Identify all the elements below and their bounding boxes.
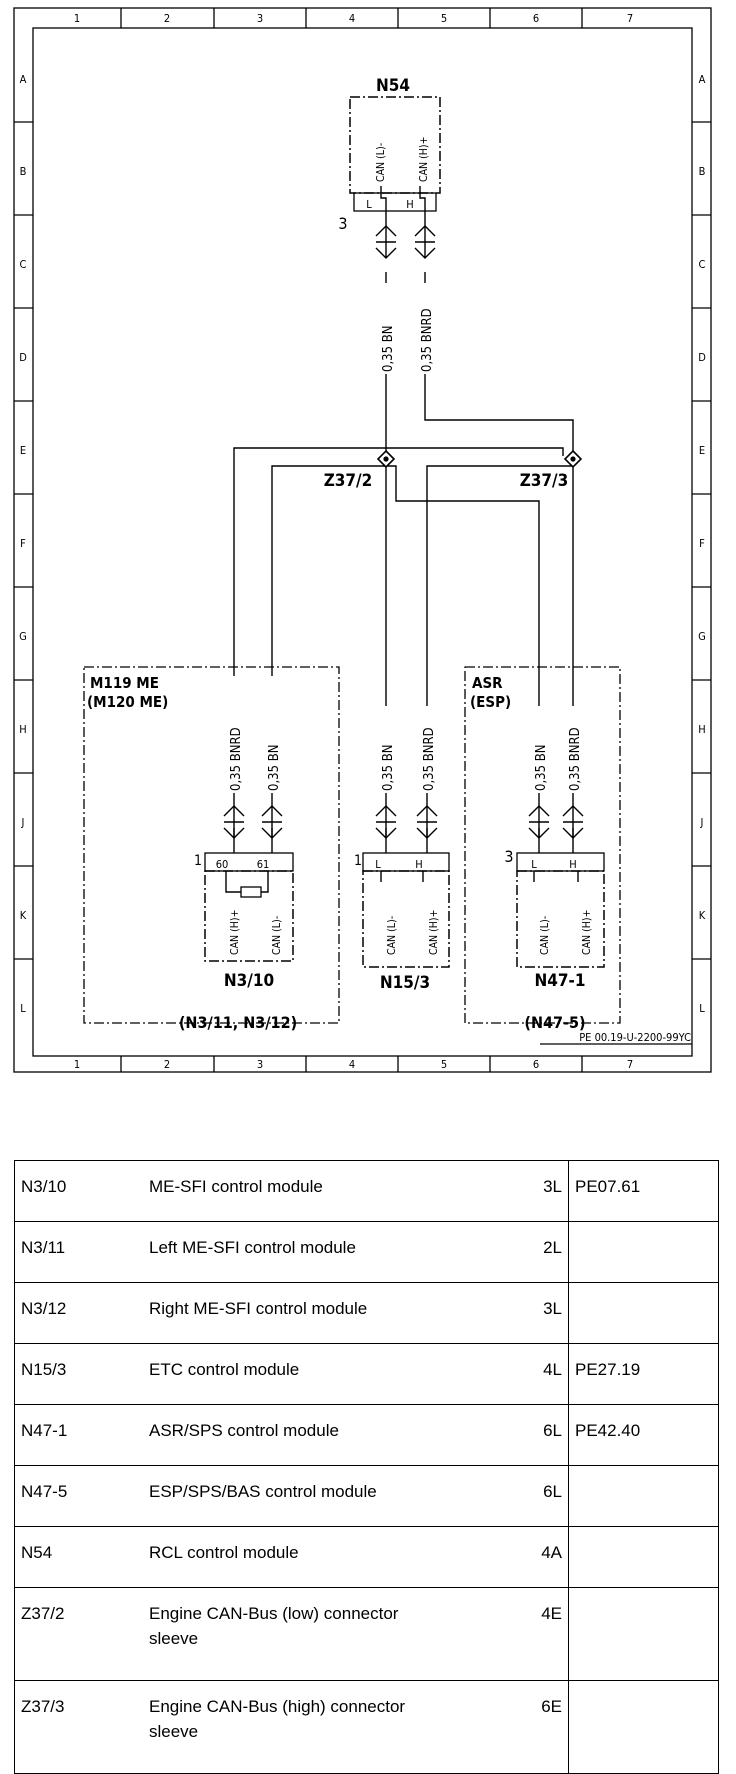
legend-grid-location: 3L xyxy=(529,1161,569,1222)
col-label-7-bottom: 7 xyxy=(626,1058,634,1071)
splice-nodes xyxy=(378,451,581,467)
legend-description: Left ME-SFI control module xyxy=(143,1222,529,1283)
legend-grid-location: 4A xyxy=(529,1527,569,1588)
row-label-e-right: E xyxy=(698,444,706,457)
wire-z37-2-to-me xyxy=(272,466,386,808)
wire-label-etc-low: 0,35 BN xyxy=(381,744,396,791)
legend-description: RCL control module xyxy=(143,1527,529,1588)
asr-title-line1: ASR xyxy=(472,674,503,692)
legend-row xyxy=(15,1405,719,1466)
legend-row xyxy=(15,1466,719,1527)
wire-label-me-60: 0,35 BNRD xyxy=(229,727,244,791)
legend-grid-location: 4L xyxy=(529,1344,569,1405)
etc-pin-l: L xyxy=(375,858,381,871)
row-label-l-left: L xyxy=(20,1002,26,1015)
me-pin-block-number: 1 xyxy=(193,853,203,869)
asr-module xyxy=(465,667,620,1032)
col-label-2-top: 2 xyxy=(163,12,171,25)
row-label-a-left: A xyxy=(19,73,27,86)
legend-grid-location: 6E xyxy=(529,1681,569,1774)
legend-code: N15/3 xyxy=(15,1344,144,1405)
wire-label-asr-high: 0,35 BNRD xyxy=(568,727,583,791)
component-legend-table xyxy=(14,1160,719,1774)
me-outer-housing xyxy=(84,667,339,1023)
termination-resistor xyxy=(241,887,261,897)
col-label-2-bottom: 2 xyxy=(163,1058,171,1071)
legend-grid-location: 3L xyxy=(529,1283,569,1344)
legend-description: ESP/SPS/BAS control module xyxy=(143,1466,529,1527)
col-label-3-bottom: 3 xyxy=(256,1058,264,1071)
etc-module xyxy=(354,853,449,993)
asr-pin-h: H xyxy=(569,858,577,871)
me-title-line1: M119 ME xyxy=(90,674,159,692)
legend-grid-location: 4E xyxy=(529,1588,569,1681)
etc-label-n15-3: N15/3 xyxy=(379,973,431,993)
legend-code: N3/11 xyxy=(15,1222,144,1283)
plug-me-61 xyxy=(262,806,282,838)
col-label-4-bottom: 4 xyxy=(348,1058,356,1071)
row-label-g-left: G xyxy=(19,630,27,643)
col-label-6-bottom: 6 xyxy=(532,1058,540,1071)
me-label-n3-11-12: (N3/11, N3/12) xyxy=(178,1013,298,1032)
legend-code: Z37/2 xyxy=(15,1588,144,1681)
me-label-n3-10: N3/10 xyxy=(223,971,275,991)
plug-etc-low xyxy=(376,806,396,838)
plug-n54-high xyxy=(415,226,435,258)
asr-pin-l: L xyxy=(531,858,537,871)
legend-grid-location: 6L xyxy=(529,1466,569,1527)
etc-signal-can-high: CAN (H)+ xyxy=(428,909,440,955)
asr-signal-can-high: CAN (H)+ xyxy=(581,909,593,955)
legend-description: ASR/SPS control module xyxy=(143,1405,529,1466)
col-label-4-top: 4 xyxy=(348,12,356,25)
legend-description: ETC control module xyxy=(143,1344,529,1405)
row-label-b-left: B xyxy=(19,165,27,178)
legend-reference: PE42.40 xyxy=(569,1405,719,1466)
row-label-f-right: F xyxy=(699,537,705,550)
etc-signal-can-low: CAN (L)- xyxy=(386,915,398,955)
connector-stubs xyxy=(226,828,578,882)
asr-outer-housing xyxy=(465,667,620,1023)
wire-label-me-61: 0,35 BN xyxy=(267,744,282,791)
legend-code: N47-1 xyxy=(15,1405,144,1466)
col-label-5-top: 5 xyxy=(440,12,448,25)
col-label-1-bottom: 1 xyxy=(73,1058,81,1071)
legend-code: Z37/3 xyxy=(15,1681,144,1774)
row-label-e-left: E xyxy=(19,444,27,457)
row-label-d-left: D xyxy=(19,351,27,364)
col-label-3-top: 3 xyxy=(256,12,264,25)
wire-label-asr-low: 0,35 BN xyxy=(534,744,549,791)
legend-row xyxy=(15,1283,719,1344)
plug-n54-low xyxy=(376,226,396,258)
asr-label-n47-1: N47-1 xyxy=(534,971,586,991)
wire-n54-high xyxy=(420,186,573,456)
row-label-c-right: C xyxy=(698,258,706,271)
legend-row xyxy=(15,1222,719,1283)
asr-connector xyxy=(517,853,604,871)
n54-pin-l: L xyxy=(366,198,372,211)
legend-description-line1: Engine CAN-Bus (low) connector xyxy=(149,1604,399,1623)
row-label-k-right: K xyxy=(698,909,706,922)
legend-code: N3/12 xyxy=(15,1283,144,1344)
legend-reference xyxy=(569,1681,719,1774)
legend-reference xyxy=(569,1466,719,1527)
legend-reference xyxy=(569,1527,719,1588)
legend-description-line2: sleeve xyxy=(149,1628,199,1648)
legend-description-line1: Engine CAN-Bus (high) connector xyxy=(149,1697,406,1716)
wire-z37-3-to-me xyxy=(234,448,563,808)
n54-pin-h: H xyxy=(406,198,414,211)
plug-asr-high xyxy=(563,806,583,838)
legend-reference: PE27.19 xyxy=(569,1344,719,1405)
row-label-j-right: J xyxy=(700,816,704,829)
legend-description: ME-SFI control module xyxy=(143,1161,529,1222)
row-label-f-left: F xyxy=(20,537,26,550)
column-grid-ticks xyxy=(121,8,582,1072)
row-label-a-right: A xyxy=(698,73,706,86)
row-label-b-right: B xyxy=(698,165,706,178)
row-label-j-left: J xyxy=(21,816,25,829)
legend-grid-location: 6L xyxy=(529,1405,569,1466)
col-label-5-bottom: 5 xyxy=(440,1058,448,1071)
plug-asr-low xyxy=(529,806,549,838)
splice-z37-2-label: Z37/2 xyxy=(323,471,373,491)
n54-pin-block-number: 3 xyxy=(338,214,348,233)
me-pin-60: 60 xyxy=(215,858,229,871)
wire-z37-2-to-asr xyxy=(386,466,539,808)
row-label-h-left: H xyxy=(19,723,27,736)
row-label-l-right: L xyxy=(699,1002,705,1015)
legend-reference xyxy=(569,1222,719,1283)
row-label-g-right: G xyxy=(698,630,706,643)
legend-description xyxy=(143,1681,529,1774)
legend-row xyxy=(15,1588,719,1681)
splice-z37-3-label: Z37/3 xyxy=(519,471,569,491)
legend-grid-location: 2L xyxy=(529,1222,569,1283)
row-label-h-right: H xyxy=(698,723,706,736)
legend-code: N54 xyxy=(15,1527,144,1588)
legend-row xyxy=(15,1681,719,1774)
wire-label-etc-high: 0,35 BNRD xyxy=(422,727,437,791)
n54-title: N54 xyxy=(375,76,411,96)
etc-pin-block-number: 1 xyxy=(353,853,363,869)
me-pin-61: 61 xyxy=(256,858,270,871)
wire-label-n54-high: 0,35 BNRD xyxy=(420,308,435,372)
legend-reference xyxy=(569,1588,719,1681)
col-label-7-top: 7 xyxy=(626,12,634,25)
legend-row xyxy=(15,1161,719,1222)
row-label-k-left: K xyxy=(19,909,27,922)
legend-row xyxy=(15,1344,719,1405)
legend-description-line2: sleeve xyxy=(149,1721,199,1741)
row-label-c-left: C xyxy=(19,258,27,271)
outer-frame xyxy=(14,8,711,1072)
asr-signal-can-low: CAN (L)- xyxy=(539,915,551,955)
wire-z37-3-to-etc xyxy=(427,466,573,808)
plug-etc-high xyxy=(417,806,437,838)
wire-label-n54-low: 0,35 BN xyxy=(381,325,396,372)
legend-code: N3/10 xyxy=(15,1161,144,1222)
row-label-d-right: D xyxy=(698,351,706,364)
legend-description xyxy=(143,1588,529,1681)
me-signal-can-low: CAN (L)- xyxy=(271,915,283,955)
legend-description: Right ME-SFI control module xyxy=(143,1283,529,1344)
col-label-1-top: 1 xyxy=(73,12,81,25)
me-title-line2: (M120 ME) xyxy=(87,693,169,711)
etc-pin-h: H xyxy=(415,858,423,871)
legend-reference: PE07.61 xyxy=(569,1161,719,1222)
row-grid-ticks xyxy=(14,122,711,959)
plug-me-60 xyxy=(224,806,244,838)
n54-signal-can-high: CAN (H)+ xyxy=(418,136,430,182)
asr-pin-block-number: 3 xyxy=(504,847,514,866)
legend-code: N47-5 xyxy=(15,1466,144,1527)
col-label-6-top: 6 xyxy=(532,12,540,25)
n54-signal-can-low: CAN (L)- xyxy=(375,142,387,182)
drawing-number: PE 00.19-U-2200-99YC xyxy=(579,1031,691,1044)
asr-title-line2: (ESP) xyxy=(470,693,512,711)
me-signal-can-high: CAN (H)+ xyxy=(229,909,241,955)
me-module xyxy=(84,667,339,1032)
asr-label-n47-5: (N47-5) xyxy=(524,1013,586,1032)
legend-row xyxy=(15,1527,719,1588)
legend-reference xyxy=(569,1283,719,1344)
